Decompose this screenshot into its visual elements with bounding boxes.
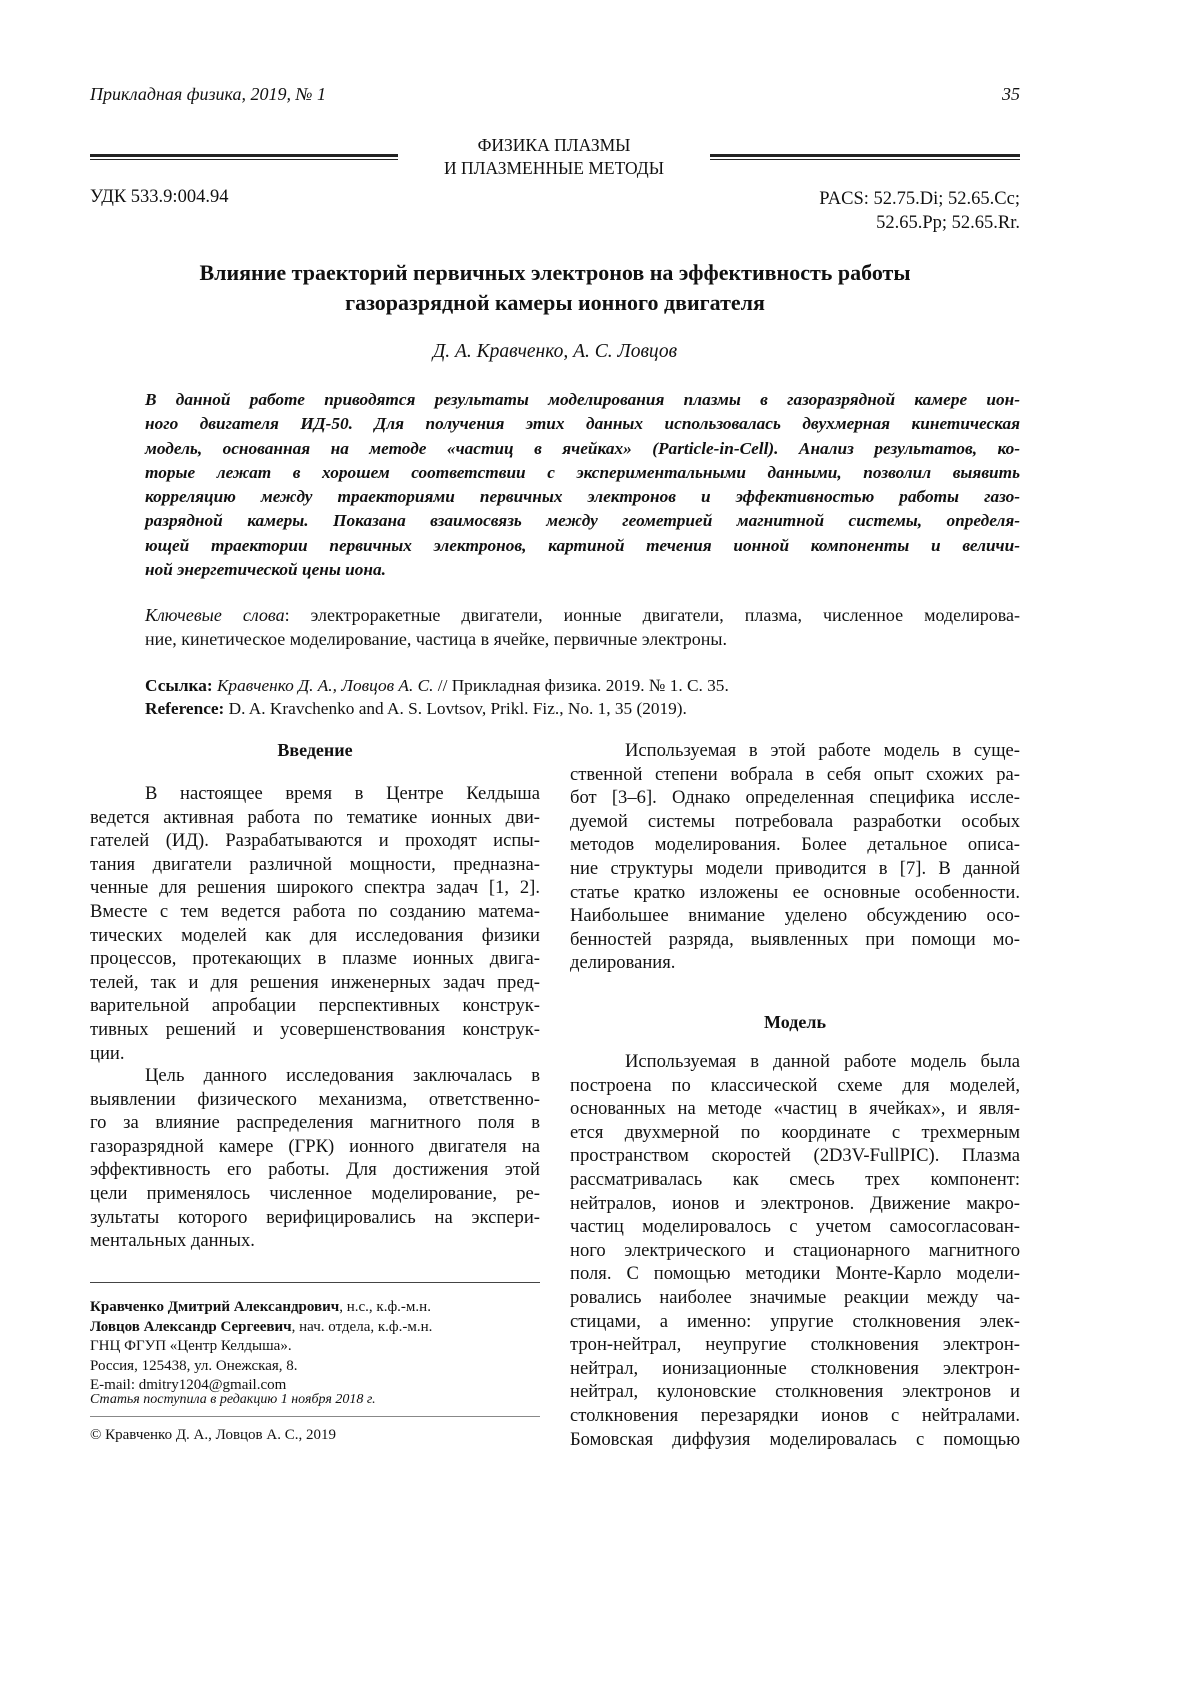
copyright: © Кравченко Д. А., Ловцов А. С., 2019 <box>90 1427 336 1444</box>
text-line: тания двигатели различной мощности, предназна- <box>90 853 540 877</box>
title-line-2: газоразрядной камеры ионного двигателя <box>90 288 1020 318</box>
text-line: трон-нейтрал, неупругие столкновения электрон- <box>570 1333 1020 1357</box>
author-1-title: , н.с., к.ф.-м.н. <box>339 1299 431 1315</box>
text-line: ного двигателя ИД-50. Для получения этих данных использовалась двухмерная кинетическая <box>145 412 1020 436</box>
text-line: гателей (ИД). Разрабатываются и проходят испы- <box>90 829 540 853</box>
text-line: ченные для решения широкого спектра задач [1, 2]. <box>90 876 540 900</box>
text-line: бот [3–6]. Однако определенная специфика иссле- <box>570 786 1020 810</box>
text-line: варительной апробации перспективных конструк- <box>90 994 540 1018</box>
received-date: Статья поступила в редакцию 1 ноября 2018 г. <box>90 1392 376 1408</box>
text-line: дуемой системы потребовала разработки особых <box>570 810 1020 834</box>
text-line: основанных на методе «частиц в ячейках», и явля- <box>570 1097 1020 1121</box>
abstract <box>145 388 1020 582</box>
text-line: телей, так и для решения инженерных задач пред- <box>90 971 540 995</box>
pacs-codes <box>819 187 1020 235</box>
title-line-1: Влияние траекторий первичных электронов на эффективность работы <box>90 258 1020 288</box>
text-line: столкновения перезарядки ионов с нейтралами. <box>570 1404 1020 1428</box>
article-title <box>90 258 1020 318</box>
text-line: бенностей разряда, выявленных при помощи мо- <box>570 928 1020 952</box>
text-line: ственной степени вобрала в себя опыт схожих ра- <box>570 763 1020 787</box>
text-line: пространством скоростей (2D3V-FullPIC). Плазма <box>570 1144 1020 1168</box>
text-line: разрядной камеры. Показана взаимосвязь между геометрией магнитной системы, определя- <box>145 509 1020 533</box>
text-line: Цель данного исследования заключалась в <box>90 1064 540 1088</box>
organization: ГНЦ ФГУП «Центр Келдыша». <box>90 1337 432 1357</box>
text-line: Вместе с тем ведется работа по созданию матема- <box>90 900 540 924</box>
text-line: частиц моделировалось с учетом самосогласован- <box>570 1215 1020 1239</box>
keywords-text-2: ние, кинетическое моделирование, частица в ячейке, первичные электроны. <box>145 627 1020 651</box>
section-line-1: ФИЗИКА ПЛАЗМЫ <box>400 134 708 157</box>
text-line: ровались наиболее значимые реакции между ча- <box>570 1286 1020 1310</box>
text-line: ной энергетической цены иона. <box>145 558 1020 582</box>
intro-paragraph-3 <box>570 739 1020 975</box>
text-line: нейтрал, ионизационные столкновения электрон- <box>570 1357 1020 1381</box>
text-line: газоразрядной камере (ГРК) ионного двигателя на <box>90 1135 540 1159</box>
text-line: торые лежат в хорошем соответствии с экспериментальными данными, позволил выявить <box>145 461 1020 485</box>
text-line: выявлении физического механизма, ответственно- <box>90 1088 540 1112</box>
text-line: процессов, протекающих в плазме ионных двига- <box>90 947 540 971</box>
citation <box>145 675 729 720</box>
keywords-text: : электроракетные двигатели, ионные двигатели, плазма, численное моделирова- <box>285 605 1020 625</box>
journal-header: Прикладная физика, 2019, № 1 <box>90 84 326 105</box>
keywords <box>145 603 1020 651</box>
text-line: ного электрического и стационарного магнитного <box>570 1239 1020 1263</box>
citation-ru-authors: Кравченко Д. А., Ловцов А. С. <box>213 676 434 695</box>
text-line: Используемая в данной работе модель была <box>570 1050 1020 1074</box>
text-line: го за влияние распределения магнитного поля в <box>90 1111 540 1135</box>
text-line: стицами, а именно: упругие столкновения элек- <box>570 1310 1020 1334</box>
email: E-mail: dmitry1204@gmail.com <box>90 1376 432 1396</box>
section-line-2: И ПЛАЗМЕННЫЕ МЕТОДЫ <box>400 157 708 180</box>
text-line: корреляцию между траекториями первичных электронов и эффективностью работы газо- <box>145 485 1020 509</box>
section-rule-left <box>90 154 398 160</box>
text-line: нейтралов, ионов и электронов. Движение макро- <box>570 1192 1020 1216</box>
author-2-title: , нач. отдела, к.ф.-м.н. <box>292 1319 433 1335</box>
author-2-name: Ловцов Александр Сергеевич <box>90 1319 292 1335</box>
text-line: тических моделей как для исследования физики <box>90 924 540 948</box>
text-line: поля. С помощью методики Монте-Карло модели- <box>570 1262 1020 1286</box>
citation-ru-text: // Прикладная физика. 2019. № 1. С. 35. <box>433 676 728 695</box>
text-line: Наибольшее внимание уделено обсуждению осо- <box>570 904 1020 928</box>
intro-paragraph-2 <box>90 1064 540 1253</box>
model-paragraph-1 <box>570 1050 1020 1451</box>
text-line: методов моделирования. Более детальное описа- <box>570 833 1020 857</box>
text-line: В данной работе приводятся результаты моделирования плазмы в газоразрядной камере ион- <box>145 388 1020 412</box>
intro-heading: Введение <box>90 740 540 761</box>
address: Россия, 125438, ул. Онежская, 8. <box>90 1357 432 1377</box>
author-info <box>90 1298 432 1396</box>
text-line: тивных решений и усовершенствования конструк- <box>90 1018 540 1042</box>
text-line: модель, основанная на методе «частиц в ячейках» (Particle-in-Cell). Анализ результатов, ко- <box>145 437 1020 461</box>
footnote-rule <box>90 1282 540 1283</box>
udk-code: УДК 533.9:004.94 <box>90 187 228 208</box>
text-line: ние структуры модели приводится в [7]. В данной <box>570 857 1020 881</box>
text-line: рассматривалась как смесь трех компонент: <box>570 1168 1020 1192</box>
text-line: статье кратко изложены ее основные особенности. <box>570 881 1020 905</box>
copyright-rule <box>90 1416 540 1417</box>
text-line: Бомовская диффузия моделировалась с помощью <box>570 1428 1020 1452</box>
text-line: ведется активная работа по тематике ионных дви- <box>90 806 540 830</box>
model-heading: Модель <box>570 1012 1020 1033</box>
citation-en-text: D. A. Kravchenko and A. S. Lovtsov, Prikl. Fiz., No. 1, 35 (2019). <box>224 699 687 718</box>
text-line: зультаты которого верифицировались на экспери- <box>90 1206 540 1230</box>
text-line: ющей траектории первичных электронов, картиной течения ионной компоненты и величи- <box>145 534 1020 558</box>
citation-ru-label: Ссылка: <box>145 676 213 695</box>
text-line: В настоящее время в Центре Келдыша <box>90 782 540 806</box>
keywords-label: Ключевые слова <box>145 605 285 625</box>
section-rule-right <box>710 154 1020 160</box>
page-number: 35 <box>1002 84 1020 105</box>
citation-en-label: Reference: <box>145 699 224 718</box>
text-line: эффективность его работы. Для достижения этой <box>90 1158 540 1182</box>
pacs-line-1: PACS: 52.75.Di; 52.65.Cc; <box>819 187 1020 211</box>
text-line: делирования. <box>570 951 1020 975</box>
authors: Д. А. Кравченко, А. С. Ловцов <box>90 341 1020 363</box>
text-line: цели применялось численное моделирование, ре- <box>90 1182 540 1206</box>
text-line: построена по классической схеме для моделей, <box>570 1074 1020 1098</box>
text-line: ментальных данных. <box>90 1229 540 1253</box>
author-1-name: Кравченко Дмитрий Александрович <box>90 1299 339 1315</box>
text-line: Используемая в этой работе модель в суще- <box>570 739 1020 763</box>
pacs-line-2: 52.65.Pp; 52.65.Rr. <box>819 211 1020 235</box>
section-heading <box>400 134 708 180</box>
text-line: ции. <box>90 1042 540 1066</box>
text-line: нейтрал, кулоновские столкновения электронов и <box>570 1380 1020 1404</box>
intro-paragraph-1 <box>90 782 540 1065</box>
text-line: ется двухмерной по координате с трехмерным <box>570 1121 1020 1145</box>
